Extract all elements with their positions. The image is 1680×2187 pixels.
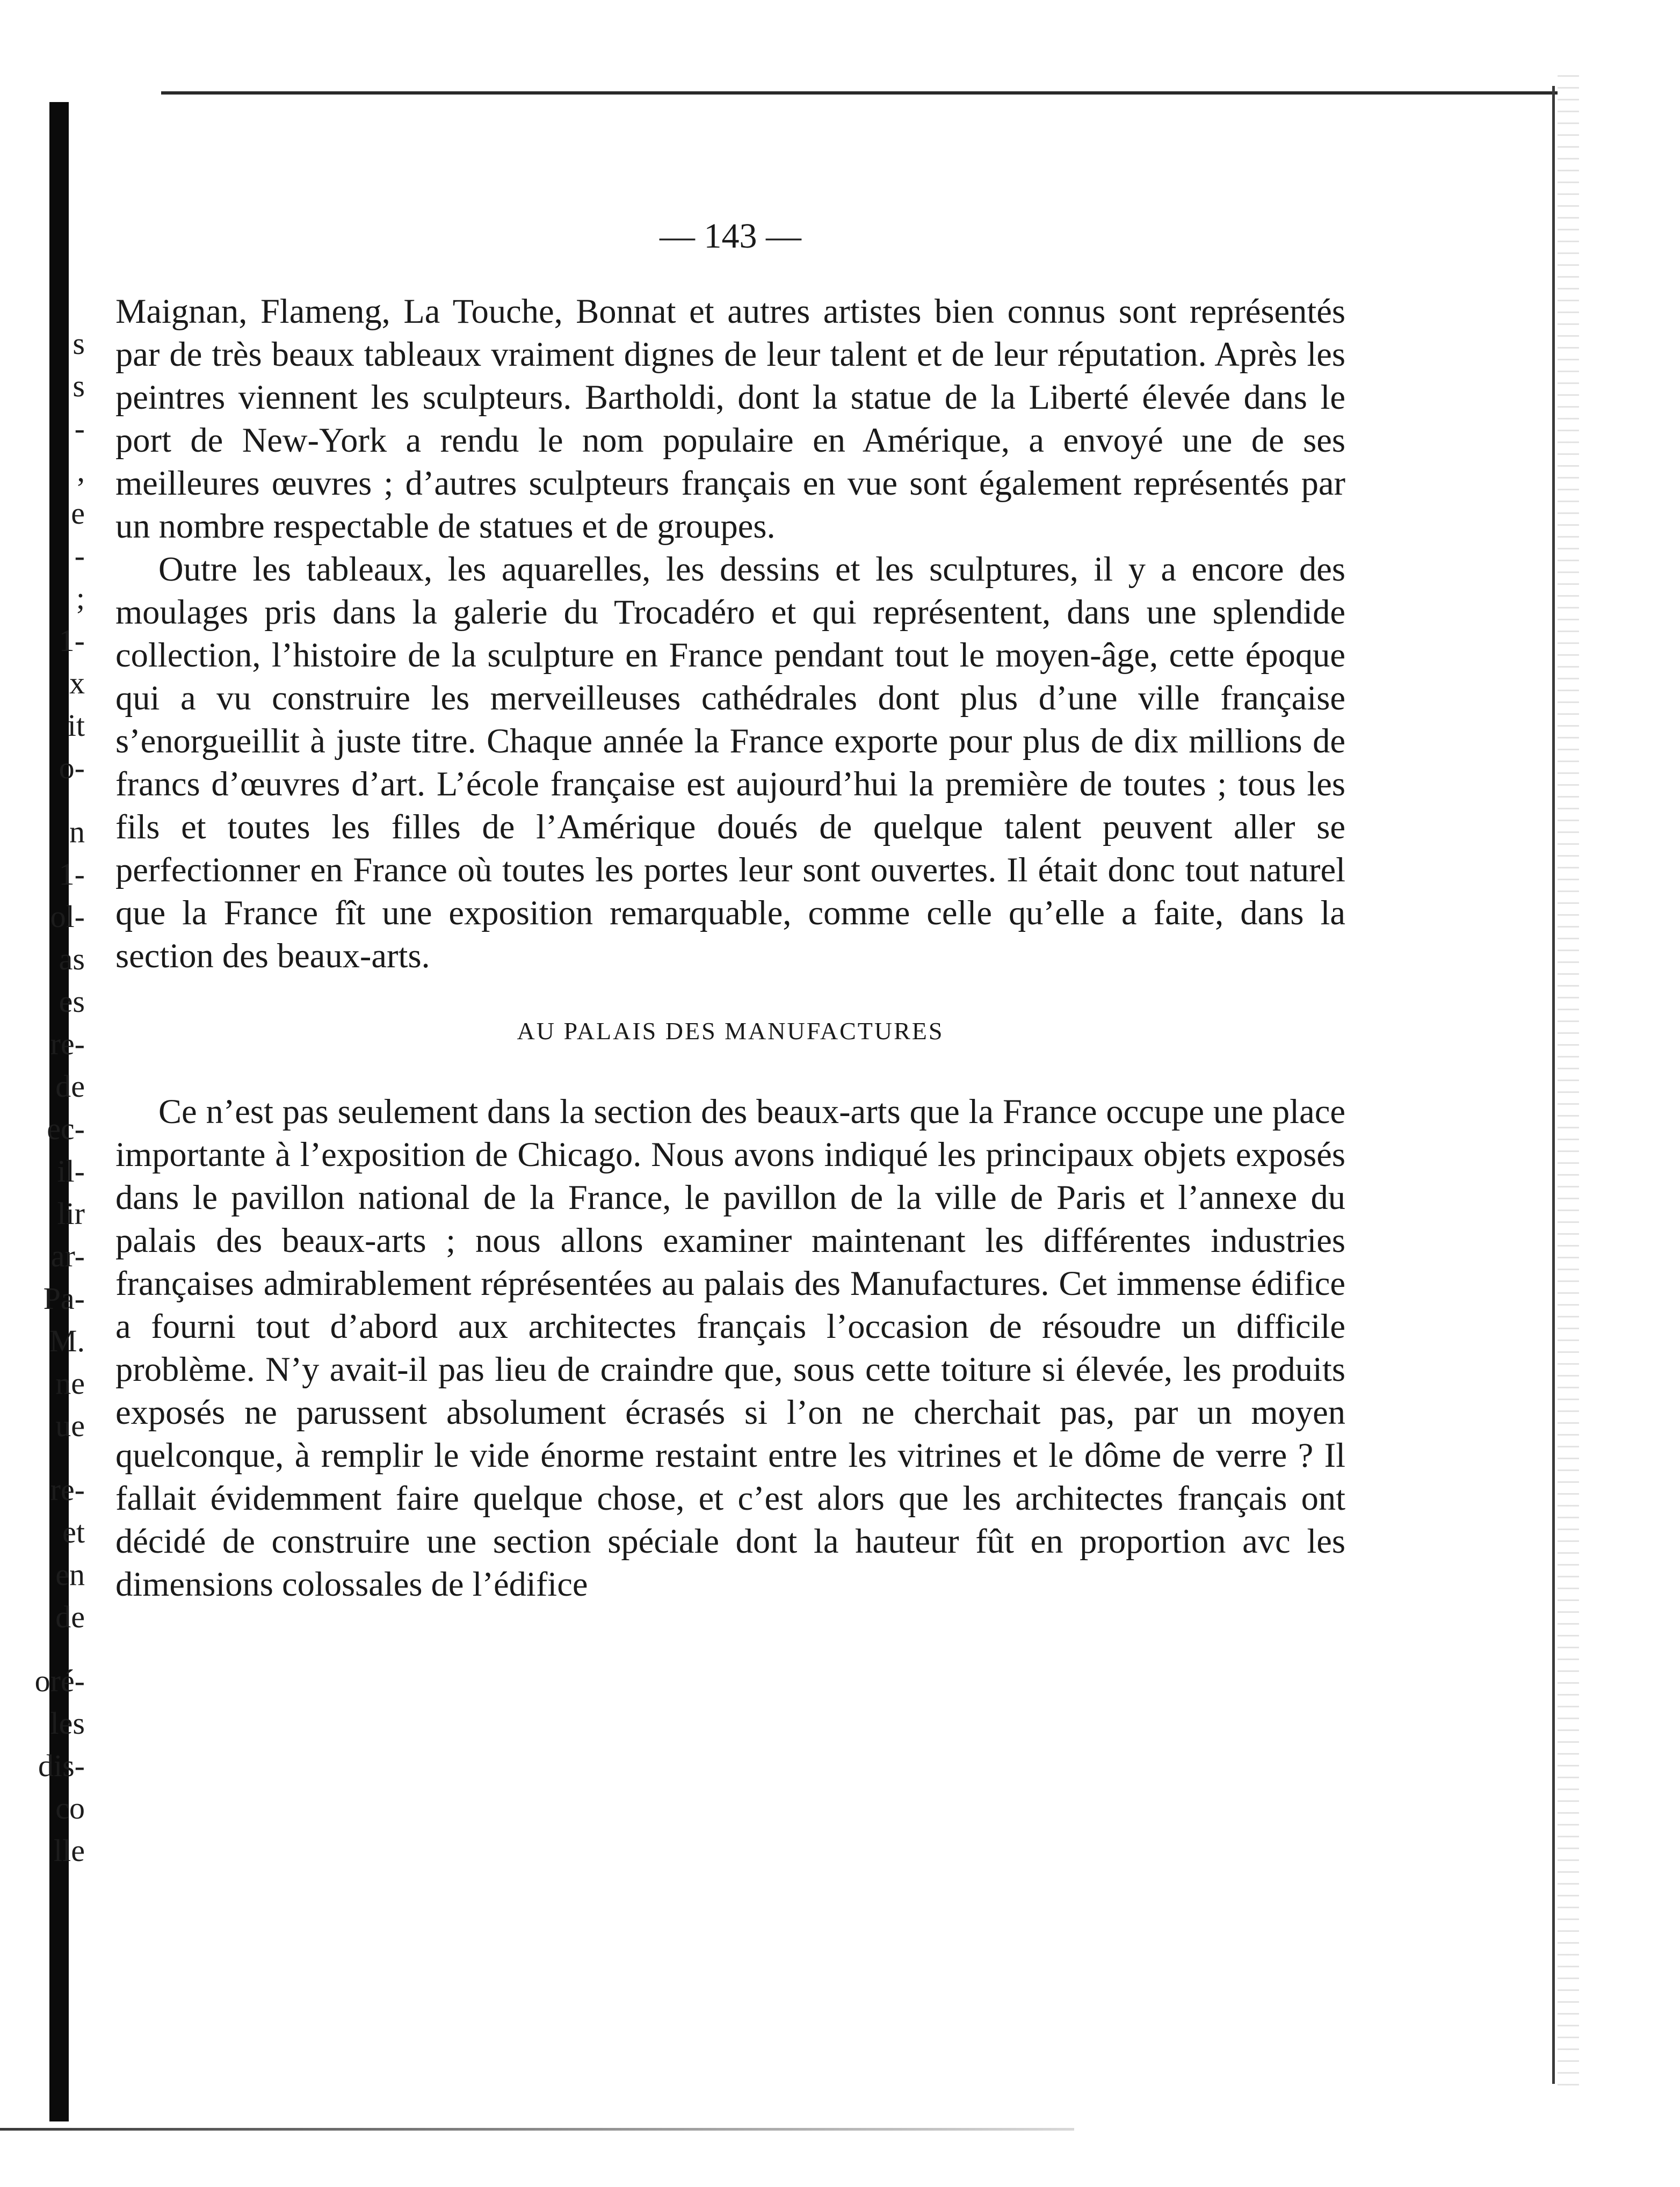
margin-fragment: n: [69, 814, 85, 849]
section-heading: AU PALAIS DES MANUFACTURES: [517, 1017, 944, 1045]
scan-edge-bottom: [0, 2128, 1074, 2131]
margin-fragment: les: [50, 1706, 85, 1741]
margin-fragment: en: [55, 1557, 85, 1592]
page-number: — 143 —: [660, 216, 801, 256]
margin-fragment: re-: [50, 1026, 85, 1061]
margin-fragment: ;: [76, 581, 85, 615]
margin-fragment: dis-: [38, 1748, 85, 1783]
margin-fragment: ,: [77, 453, 85, 488]
scan-edge-right: [1552, 86, 1555, 2084]
margin-fragment: de: [55, 1069, 85, 1104]
margin-fragment: s: [73, 368, 85, 403]
margin-fragment: ec-: [47, 1111, 85, 1146]
margin-fragment: co: [55, 1791, 85, 1826]
margin-fragment: ue: [55, 1408, 85, 1443]
margin-fragment: 1-: [59, 623, 85, 658]
scan-edge-noise: [1558, 75, 1579, 2095]
paragraph-manufactures: Ce n’est pas seulement dans la section des beaux-arts que la France occupe une place importante à l’exposition de Chicago. Nous avons indiqué les principaux objets exposés dans le pavillon national de la France, le pavillon de la ville de Paris et l’annexe du palais des beaux-arts ; nous allons examiner maintenant les différentes industries françaises admirablement réprésentées au palais des Manufactures. Cet immense édifice a fourni tout d’abord aux architectes français l’occasion de résoudre un difficile problème. N’y avait-il pas lieu de craindre que, sous cette toiture si élevée, les produits exposés ne parussent absolument écrasés si l’on ne cherchait pas, par un moyen quelconque, à remplir le vide énorme restaint entre les vitrines et le dôme de verre ? Il fallait évidemment faire quelque chose, et c’est alors que les architectes français ont décidé de construire une section spéciale dont la hauteur fût en proportion avc les dimensions colossales de l’édifice: [115, 1092, 1345, 1603]
margin-fragment: -: [74, 411, 85, 446]
paragraph-casts: Outre les tableaux, les aquarelles, les dessins et les sculptures, il y a encore des moulages pris dans la galerie du Trocadéro et qui représentent, dans une splendide collection, l’histoire de la sculpture en France pendant tout le moyen-âge, cette époque qui a vu construire les merveilleuses cathédrales dont plus d’une ville française s’enorgueillit à juste titre. Chaque année la France exporte pour plus de dix millions de francs d’œuvres d’art. L’école française est aujourd’hui la première de toutes ; tous les fils et toutes les filles de l’Amérique doués de quelque talent peuvent aller se perfectionner en France où toutes les portes leur sont ouvertes. Il était donc tout naturel que la France fît une exposition remarquable, comme celle qu’elle a faite, dans la section des beaux-arts.: [115, 550, 1345, 975]
margin-fragment: oré-: [34, 1663, 85, 1698]
margin-fragment: it: [67, 708, 85, 743]
scan-edge-top: [161, 91, 1558, 95]
margin-fragment: de: [55, 1599, 85, 1634]
margin-fragment: ar-: [50, 1239, 85, 1273]
margin-fragment: as: [59, 942, 85, 976]
margin-fragment: re-: [50, 1472, 85, 1507]
margin-fragment: o-: [59, 750, 85, 785]
margin-fragment: lir: [57, 1196, 85, 1231]
margin-fragment: et: [62, 1515, 85, 1549]
margin-fragment: es: [59, 984, 85, 1019]
margin-fragment: M.: [49, 1323, 85, 1358]
margin-fragment: x: [69, 665, 85, 700]
margin-fragment: -: [74, 538, 85, 573]
margin-fragment: 1-: [59, 857, 85, 892]
margin-fragment: ol-: [50, 899, 85, 934]
margin-fragment: il-: [57, 1154, 85, 1189]
margin-fragment: ne: [55, 1366, 85, 1401]
facing-page-margin: [0, 301, 91, 1872]
margin-fragment: e: [71, 496, 85, 531]
margin-fragment: Pa-: [43, 1281, 85, 1316]
book-page: [115, 215, 1345, 1606]
margin-fragment: s: [73, 326, 85, 361]
paragraph-artists: Maignan, Flameng, La Touche, Bonnat et autres artistes bien connus sont représentés par de très beaux tableaux vraiment dignes de leur talent et de leur réputation. Après les peintres viennent les sculpteurs. Bartholdi, dont la statue de la Liberté élevée dans le port de New-York a rendu le nom populaire en Amérique, a envoyé une de ses meilleures œuvres ; d’autres sculpteurs français en vue sont également représentés par un nombre respectable de statues et de groupes.: [115, 292, 1345, 545]
margin-fragment: lle: [54, 1833, 85, 1868]
